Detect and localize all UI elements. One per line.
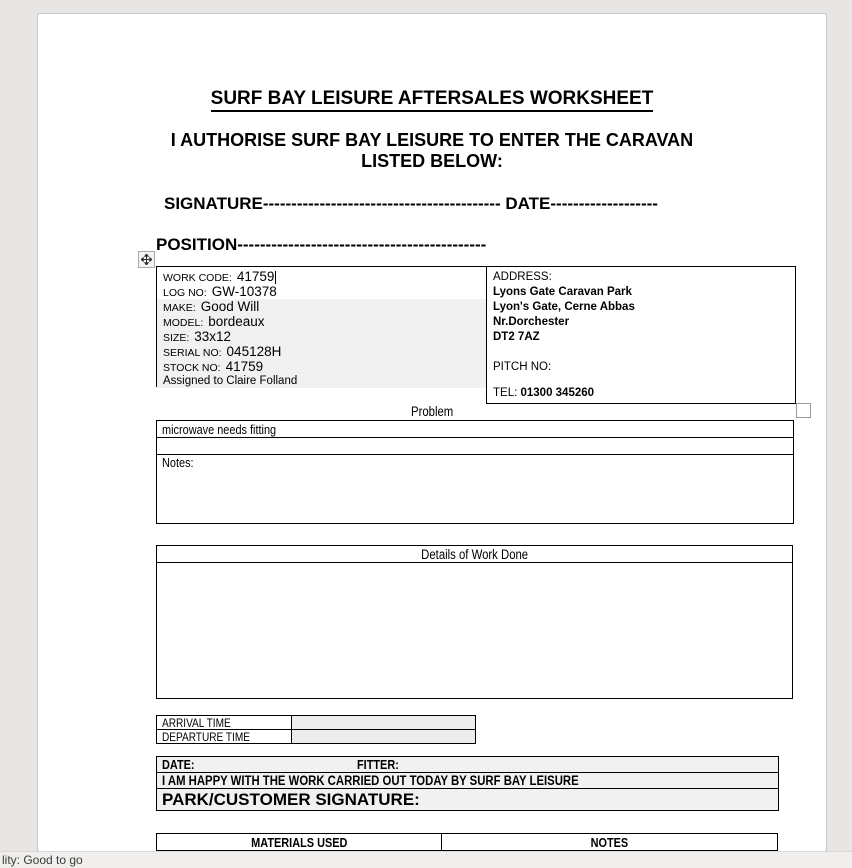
signature-fill-line: ------------------------------------------ [262, 194, 501, 213]
customer-signature-label: PARK/CUSTOMER SIGNATURE: [162, 790, 420, 809]
authorization-statement[interactable] [38, 130, 826, 172]
stock-no-value: 41759 [225, 359, 264, 374]
work-done-heading: Details of Work Done [421, 547, 528, 562]
caravan-info-plain-rows [157, 267, 486, 299]
authorization-line-1: I AUTHORISE SURF BAY LEISURE TO ENTER THE CARAVAN [170, 130, 694, 150]
address-label: ADDRESS: [493, 271, 552, 283]
materials-table [156, 833, 778, 851]
log-no-value: GW-10378 [211, 284, 277, 299]
date-label: DATE [500, 194, 551, 213]
happy-statement: I AM HAPPY WITH THE WORK CARRIED OUT TODAY BY SURF BAY LEISURE [162, 773, 579, 788]
status-bar [0, 851, 852, 868]
materials-notes-header: NOTES [590, 835, 629, 850]
materials-used-header: MATERIALS USED [250, 835, 348, 850]
authorization-line-2: LISTED BELOW: [361, 151, 503, 171]
work-code-label: WORK CODE: [163, 272, 232, 284]
materials-header-row [156, 833, 778, 851]
make-label: MAKE: [163, 302, 196, 314]
problem-heading [38, 404, 826, 419]
departure-time-label: DEPARTURE TIME [162, 730, 250, 744]
times-table [156, 715, 476, 744]
signature-label: SIGNATURE [164, 194, 263, 213]
assigned-note: Assigned to Claire Folland [163, 375, 298, 387]
tel-row [493, 386, 594, 401]
fitter-label: FITTER: [357, 757, 399, 772]
notes-cell[interactable] [156, 454, 794, 524]
arrival-time-label-cell[interactable] [156, 715, 292, 730]
departure-time-row [156, 729, 476, 744]
address-line-1: Lyons Gate Caravan Park [493, 286, 632, 298]
caravan-info-cell[interactable] [156, 266, 487, 387]
accessibility-status[interactable]: lity: Good to go [2, 853, 83, 867]
position-line[interactable] [156, 235, 486, 255]
signature-date-line[interactable] [164, 194, 658, 214]
serial-no-row [163, 344, 486, 359]
serial-no-value: 045128H [226, 344, 282, 359]
tel-label: TEL: [493, 387, 521, 399]
happy-statement-row[interactable] [156, 772, 779, 789]
table-resize-handle[interactable] [796, 403, 811, 418]
arrival-time-row [156, 715, 476, 730]
document-page [37, 13, 827, 851]
log-no-label: LOG NO: [163, 287, 207, 299]
address-cell[interactable] [486, 266, 796, 404]
address-line-2: Lyon's Gate, Cerne Abbas [493, 301, 635, 313]
text-cursor [275, 271, 276, 284]
size-row [163, 329, 486, 344]
problem-empty-cell[interactable] [156, 437, 794, 455]
work-done-header-cell[interactable] [156, 545, 793, 563]
stock-no-row [163, 359, 486, 374]
problem-text-cell[interactable] [156, 420, 794, 438]
departure-time-label-cell[interactable] [156, 729, 292, 744]
problem-table [156, 420, 794, 524]
arrival-time-value-cell[interactable] [292, 715, 476, 730]
pitch-no-label: PITCH NO: [493, 361, 552, 373]
caravan-info-shaded-rows [157, 299, 486, 388]
position-fill-line: -------------------------------------------- [237, 235, 487, 254]
departure-time-value-cell[interactable] [292, 729, 476, 744]
materials-used-header-cell[interactable] [156, 833, 442, 851]
customer-signature-row[interactable] [156, 788, 779, 811]
work-code-row [163, 269, 486, 284]
model-row [163, 314, 486, 329]
notes-label: Notes: [162, 455, 194, 470]
model-value: bordeaux [208, 314, 265, 329]
log-no-row [163, 284, 486, 299]
sign-off-table [156, 756, 779, 811]
arrival-time-label: ARRIVAL TIME [162, 716, 231, 730]
table-move-handle-icon[interactable] [138, 251, 155, 268]
four-way-arrow-icon [141, 254, 152, 265]
stock-no-label: STOCK NO: [163, 362, 221, 374]
work-done-table [156, 545, 793, 699]
problem-heading-text: Problem [410, 404, 454, 419]
work-done-entry-cell[interactable] [156, 563, 793, 699]
make-value: Good Will [200, 299, 260, 314]
serial-no-label: SERIAL NO: [163, 347, 222, 359]
signoff-date-label: DATE: [162, 757, 195, 772]
work-code-value: 41759 [236, 269, 275, 284]
document-title-text: SURF BAY LEISURE AFTERSALES WORKSHEET [211, 88, 654, 112]
position-label: POSITION [156, 235, 238, 254]
size-label: SIZE: [163, 332, 190, 344]
address-line-3: Nr.Dorchester [493, 316, 570, 328]
model-label: MODEL: [163, 317, 204, 329]
address-line-4: DT2 7AZ [493, 331, 540, 343]
notes-header-cell[interactable] [442, 833, 778, 851]
document-title [38, 88, 826, 110]
date-fitter-row[interactable] [156, 756, 779, 773]
problem-text: microwave needs fitting [162, 422, 277, 437]
make-row [163, 299, 486, 314]
date-fill-line: ------------------- [550, 194, 658, 213]
tel-value: 01300 345260 [520, 387, 595, 399]
size-value: 33x12 [194, 329, 232, 344]
